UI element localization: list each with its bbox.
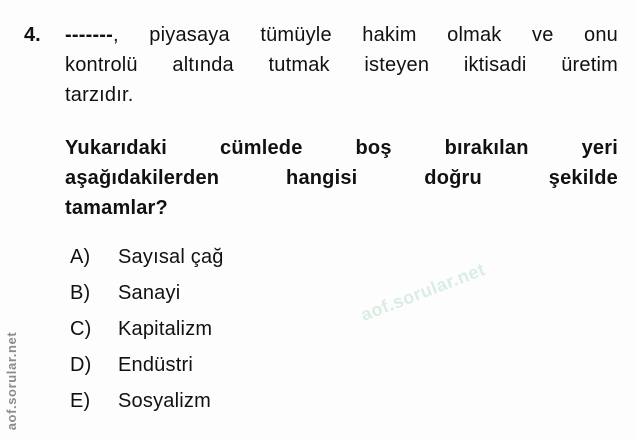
option-text-c: Kapitalizm — [118, 317, 213, 340]
question-body — [65, 20, 618, 110]
option-row-c[interactable] — [70, 311, 490, 347]
question-body-line-3: tarzıdır. — [65, 84, 134, 106]
option-letter-d: D) — [70, 353, 92, 376]
option-row-d[interactable] — [70, 347, 490, 383]
option-letter-e: E) — [70, 389, 91, 412]
question-prompt — [65, 133, 618, 223]
question-prompt-line-3: tamamlar? — [65, 197, 168, 219]
option-text-e: Sosyalizm — [118, 389, 211, 412]
question-body-line-2: kontrolü altında tutmak isteyen iktisadi üretim — [65, 54, 618, 76]
option-row-e[interactable] — [70, 383, 490, 419]
option-row-a[interactable] — [70, 239, 490, 275]
option-letter-b: B) — [70, 281, 91, 304]
question-number: 4. — [24, 24, 41, 46]
watermark-diagonal: aof.sorular.net — [358, 259, 488, 325]
option-text-a: Sayısal çağ — [118, 245, 224, 268]
option-text-b: Sanayi — [118, 281, 181, 304]
question-body-line-1 — [65, 20, 618, 50]
option-letter-c: C) — [70, 317, 92, 340]
option-text-d: Endüstri — [118, 353, 193, 376]
answer-options — [70, 239, 490, 419]
question-prompt-line-2: aşağıdakilerden hangisi doğru şekilde — [65, 167, 618, 189]
watermark-left-vertical: aof.sorular.net — [4, 331, 19, 431]
question-body-line-1-text: , piyasaya tümüyle hakim olmak ve onu — [113, 24, 618, 46]
option-letter-a: A) — [70, 245, 91, 268]
blank-dashes: ------- — [65, 24, 114, 46]
question-prompt-line-1: Yukarıdaki cümlede boş bırakılan yeri — [65, 137, 618, 159]
